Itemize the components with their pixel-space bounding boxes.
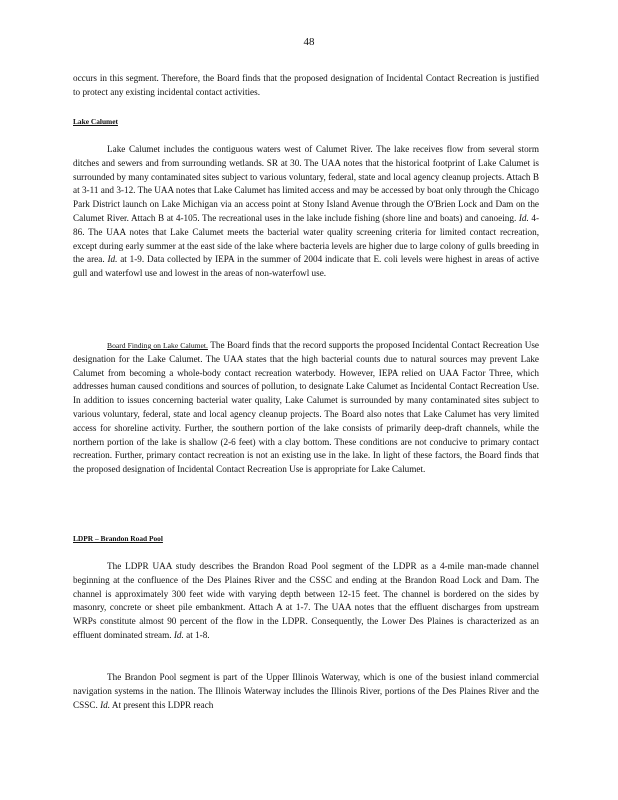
paragraph-incidental-contact [73, 72, 539, 100]
paragraph-lake-calumet-description [73, 143, 539, 281]
paragraph-text: The Board finds that the record supports the proposed Incidental Contact Recreation Use designation for the Lake Calumet. The UAA states that the high bacterial counts due to natural sources may prevent Lake Calumet from becoming a whole-body contact recreation waterbody. However, IEPA relied on UAA Factor Three, which addresses human caused conditions and sources of pollution, to designate Lake Calumet as Incidental Contact Recreation Use. In addition to issues concerning bacterial water quality, Lake Calumet is surrounded by many contaminated sites subject to various voluntary, federal, state and local agency cleanup projects. The Board also notes that Lake Calumet has very limited access for shoreline activity. Further, the southern portion of the lake consists of primarily deep-draft channels, while the northern portion of the lake is shallow (2-6 feet) with a clay bottom. These conditions are not conducive to primary contact recreation. Further, primary contact recreation is not an existing use in the lake. In light of these factors, the Board finds that the proposed designation of Incidental Contact Recreation Use is appropriate for Lake Calumet. [73, 340, 539, 475]
citation: Id. [173, 629, 184, 640]
page-number: 48 [303, 36, 315, 48]
paragraph-text: occurs in this segment. Therefore, the Board finds that the proposed designation of Incidental Contact Recreation is justified to protect any existing incidental contact activities. [73, 73, 539, 97]
paragraph-text: Lake Calumet includes the contiguous waters west of Calumet River. The lake receives flow from several storm ditches and sewers and from surrounding wetlands. SR at 30. The UAA notes that the historical footprint of Lake Calumet is surrounded by many contaminated sites subject to various voluntary, federal, state and local agency cleanup projects. Attach B at 3-11 and 3-12. The UAA notes that Lake Calumet has limited access and may be accessed by boat only through the Chicago Park District launch on Lake Michigan via an access point at Stony Island Avenue through the O'Brien Lock and Dam on the Calumet River. Attach B at 4-105. The recreational uses in the lake include fishing (shore line and boats) and canoeing. [73, 144, 539, 223]
heading-lake-calumet: Lake Calumet [73, 117, 118, 126]
citation: Id. [100, 699, 111, 710]
paragraph-upper-illinois-waterway [73, 671, 539, 712]
paragraph-board-finding-lake-calumet [73, 339, 539, 477]
paragraph-brandon-road-pool-description [73, 560, 539, 643]
paragraph-text: 4-86. The UAA notes that Lake Calumet meets the bacterial water quality screening criteria for limited contact recreation, except during early summer at the east side of the lake where bacteria levels are higher due to large colony of gulls breeding in the area. [73, 212, 540, 265]
inline-heading-board-finding: Board Finding on Lake Calumet. [107, 341, 208, 350]
paragraph-text: The Brandon Pool segment is part of the Upper Illinois Waterway, which is one of the busiest inland commercial navigation systems in the nation. The Illinois Waterway includes the Illinois River, portions of the Des Plaines River and the CSSC. [73, 672, 539, 710]
heading-ldpr-brandon-road-pool: LDPR – Brandon Road Pool [73, 534, 163, 543]
paragraph-text: The LDPR UAA study describes the Brandon Road Pool segment of the LDPR as a 4-mile man-made channel beginning at the confluence of the Des Plaines River and the CSSC and ending at the Brandon Road Lock and Dam. The channel is approximately 300 feet wide with varying depth between 12-15 feet. The channel is bordered on the sides by masonry, concrete or sheet pile embankment. Attach A at 1-7. The UAA notes that the effluent discharges from upstream WRPs constitute almost 90 percent of the flow in the LDPR. Consequently, the Lower Des Plaines is characterized as an effluent dominated stream. [73, 561, 539, 640]
citation: Id. [518, 212, 529, 223]
paragraph-text: At present this LDPR reach [110, 699, 214, 710]
paragraph-text: at 1-8. [183, 629, 210, 640]
citation: Id. [107, 254, 118, 265]
paragraph-text: at 1-9. Data collected by IEPA in the summer of 2004 indicate that E. coli levels were highest in areas of active gull and waterfowl use and lowest in the areas of non-waterfowl use. [73, 254, 539, 279]
